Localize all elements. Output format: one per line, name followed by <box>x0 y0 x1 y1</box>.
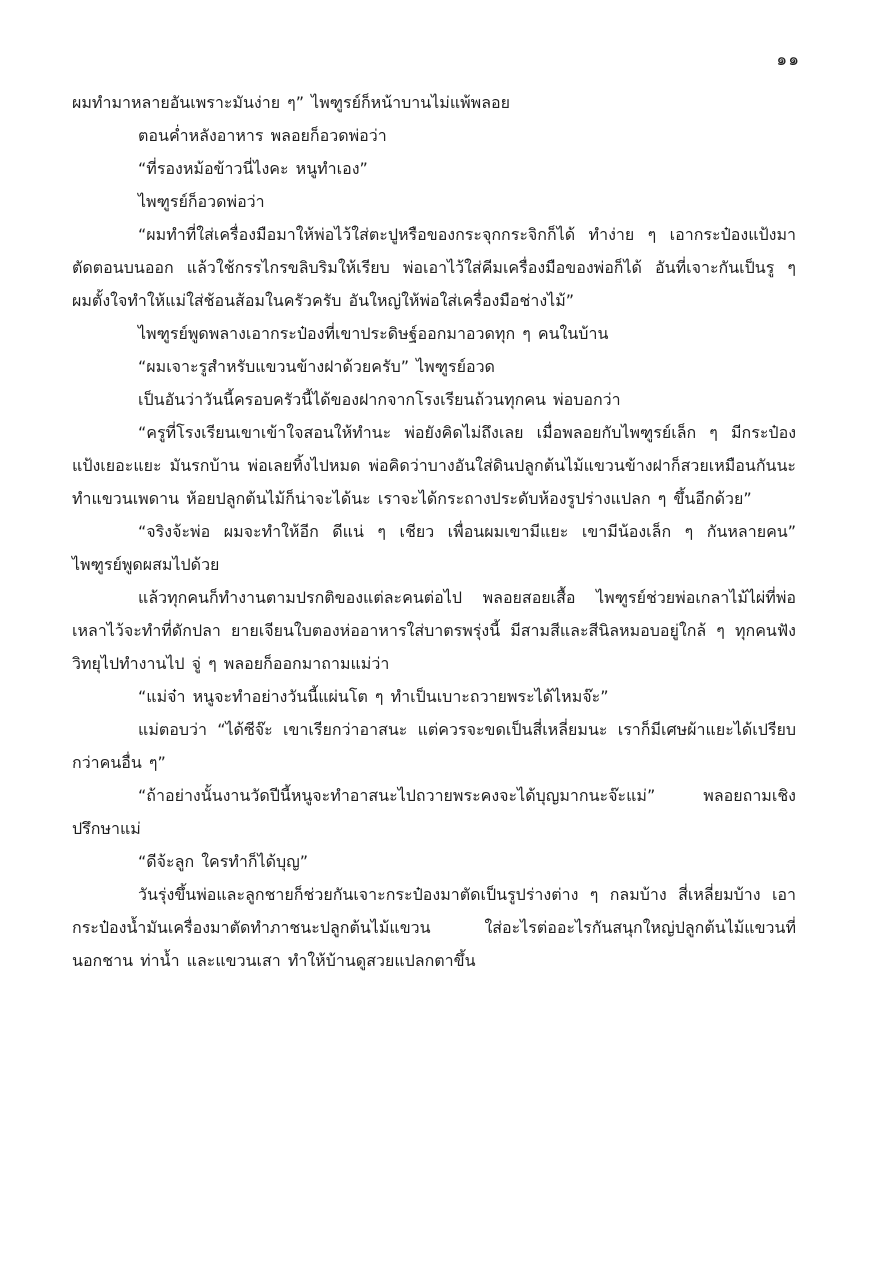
paragraph: “ถ้าอย่างนั้นงานวัดปีนี้หนูจะทำอาสนะไปถวายพระคงจะได้บุญมากนะจ๊ะแม่” พลอยถามเชิงปรึกษาแม่ <box>72 786 796 838</box>
paragraph: “ผมทำที่ใส่เครื่องมือมาให้พ่อไว้ใส่ตะปูหรือของกระจุกกระจิกก็ได้ ทำง่าย ๆ เอากระป๋องแป้งมาตัดตอนบนออก แล้วใช้กรรไกรขลิบริมให้เรียบ พ่อเอาไว้ใส่คีมเครื่องมือของพ่อก็ได้ อันที่เจาะกันเป็นรู ๆ ผมตั้งใจทำให้แม่ใส่ช้อนส้อมในครัวครับ อันใหญ่ให้พ่อใส่เครื่องมือช่างไม้” <box>72 225 796 310</box>
paragraph: “ที่รองหม้อข้าวนี่ไงคะ หนูทำเอง” <box>138 159 368 178</box>
paragraph: “ครูที่โรงเรียนเขาเข้าใจสอนให้ทำนะ พ่อยังคิดไม่ถึงเลย เมื่อพลอยกับไพฑูรย์เล็ก ๆ มีกระป๋องแป้งเยอะแยะ มันรกบ้าน พ่อเลยทิ้งไปหมด พ่อคิดว่าบางอันใส่ดินปลูกต้นไม้แขวนข้างฝาก็สวยเหมือนกันนะ ทำแขวนเพดาน ห้อยปลูกต้นไม้ก็น่าจะได้นะ เราจะได้กระถางประดับห้องรูปร่างแปลก ๆ ขึ้นอีกด้วย” <box>72 423 796 508</box>
paragraph: “ดีจ้ะลูก ใครทำก็ได้บุญ” <box>138 852 309 871</box>
paragraph: ตอนค่ำหลังอาหาร พลอยก็อวดพ่อว่า <box>138 126 387 145</box>
paragraph: ผมทำมาหลายอันเพราะมันง่าย ๆ” ไพฑูรย์ก็หน้าบานไม่แพ้พลอย <box>72 93 511 112</box>
paragraph: “จริงจ้ะพ่อ ผมจะทำให้อีก ดีแน่ ๆ เชียว เพื่อนผมเขามีแยะ เขามีน้องเล็ก ๆ กันหลายคน” ไพฑูรย์พูดผสมไปด้วย <box>72 522 796 574</box>
body-text <box>72 86 796 977</box>
paragraph: ไพฑูรย์พูดพลางเอากระป๋องที่เขาประดิษฐ์ออกมาอวดทุก ๆ คนในบ้าน <box>138 324 609 343</box>
paragraph: “ผมเจาะรูสำหรับแขวนข้างฝาด้วยครับ” ไพฑูรย์อวด <box>138 357 495 376</box>
paragraph: แม่ตอบว่า “ได้ซีจ๊ะ เขาเรียกว่าอาสนะ แต่ควรจะขดเป็นสี่เหลี่ยมนะ เราก็มีเศษผ้าแยะได้เปรียบกว่าคนอื่น ๆ” <box>72 720 796 772</box>
paragraph: “แม่จ๋า หนูจะทำอย่างวันนี้แผ่นโต ๆ ทำเป็นเบาะถวายพระได้ไหมจ๊ะ” <box>138 687 609 706</box>
page-number: ๑๑ <box>776 50 800 70</box>
paragraph: วันรุ่งขึ้นพ่อและลูกชายก็ช่วยกันเจาะกระป๋องมาตัดเป็นรูปร่างต่าง ๆ กลมบ้าง สี่เหลี่ยมบ้าง เอากระป๋องน้ำมันเครื่องมาตัดทำภาชนะปลูกต้นไม้แขวน ใส่อะไรต่ออะไรกันสนุกใหญ่ปลูกต้นไม้แขวนที่นอกชาน ท่าน้ำ และแขวนเสา ทำให้บ้านดูสวยแปลกตาขึ้น <box>72 885 796 970</box>
paragraph: เป็นอันว่าวันนี้ครอบครัวนี้ได้ของฝากจากโรงเรียนถ้วนทุกคน พ่อบอกว่า <box>138 390 621 409</box>
paragraph: แล้วทุกคนก็ทำงานตามปรกติของแต่ละคนต่อไป พลอยสอยเสื้อ ไพฑูรย์ช่วยพ่อเกลาไม้ไผ่ที่พ่อเหลาไว้จะทำที่ดักปลา ยายเจียนใบตองห่ออาหารใส่บาตรพรุ่งนี้ มีสามสีและสีนิลหมอบอยู่ใกล้ ๆ ทุกคนฟังวิทยุไปทำงานไป จู่ ๆ พลอยก็ออกมาถามแม่ว่า <box>72 588 796 673</box>
paragraph: ไพฑูรย์ก็อวดพ่อว่า <box>138 192 265 211</box>
